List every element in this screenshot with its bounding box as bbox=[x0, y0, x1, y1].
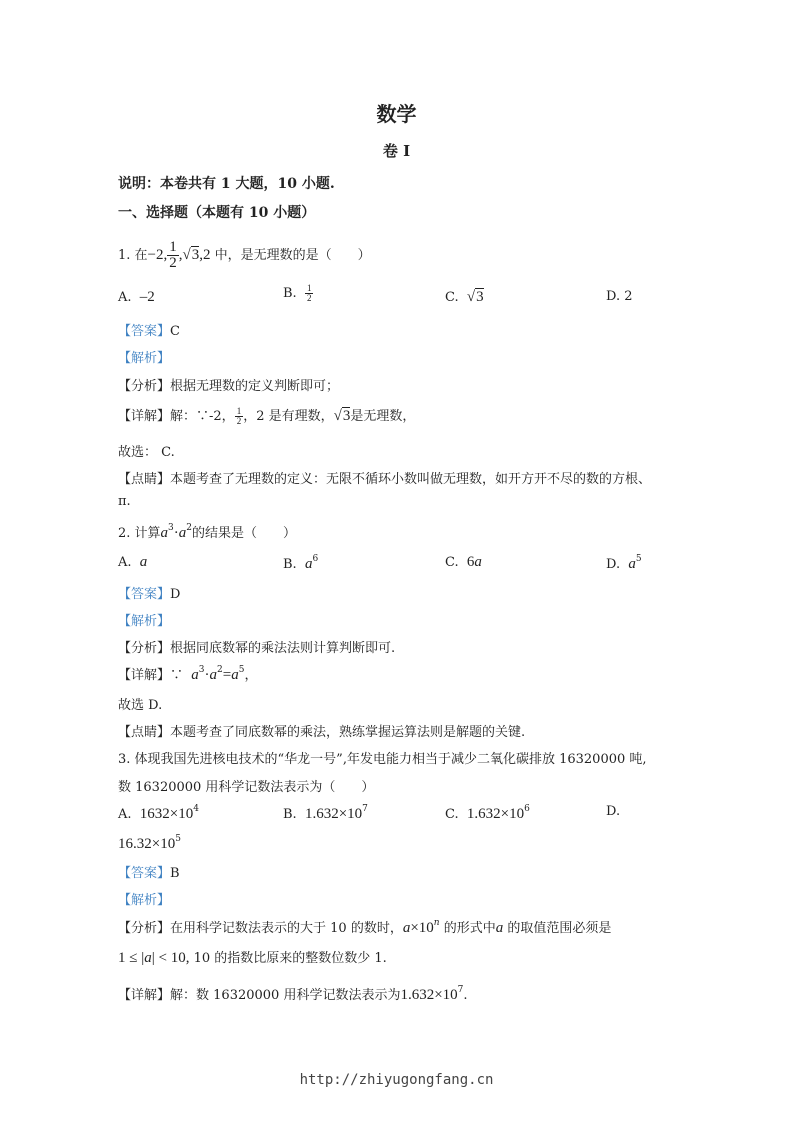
question-1-stem: 1. 在−2, $\frac{1}{2}$ ,√3,2 中，是无理数的是（ ） bbox=[118, 239, 371, 271]
q3-option-d-value: $16.32\times 10^5$ bbox=[118, 834, 181, 852]
q1-analysis-tag: 【解析】 bbox=[118, 351, 171, 366]
q1-choose: 故选： C. bbox=[118, 445, 175, 460]
q3-fenxi-cont: 1 ≤ |a| < 10, 10 的指数比原来的整数位数少 1. bbox=[118, 950, 387, 966]
q2-option-d: D. $a^5$ bbox=[606, 554, 642, 572]
q2-detail: 【详解】∵ $a^3\cdot a^2=a^5$， bbox=[118, 665, 258, 683]
question-2-stem: 2. 计算$a^3\cdot a^2$的结果是（ ） bbox=[118, 523, 297, 541]
q1-option-a: A. –2 bbox=[118, 289, 155, 305]
q3-detail: 【详解】解：数 16320000 用科学记数法表示为$1.632\times 10^7$. bbox=[118, 985, 468, 1003]
q3-analysis-tag: 【解析】 bbox=[118, 893, 171, 908]
q1-dianjing-cont: π. bbox=[118, 494, 131, 509]
q2-dianjing: 【点睛】本题考查了同底数幂的乘法，熟练掌握运算法则是解题的关键. bbox=[118, 725, 526, 740]
q3-option-a: A. $1632\times 10^4$ bbox=[118, 804, 199, 822]
q1-dianjing: 【点睛】本题考查了无理数的定义：无限不循环小数叫做无理数，如开方开不尽的数的方根、 bbox=[118, 472, 652, 487]
q3-option-b: B. $1.632\times 10^7$ bbox=[283, 804, 368, 822]
q3-fenxi: 【分析】在用科学记数法表示的大于 10 的数时，$a\times 10^n$ 的形式中a 的取值范围必须是 bbox=[118, 918, 612, 936]
question-3-stem-line2: 数 16320000 用科学记数法表示为（ ） bbox=[118, 780, 375, 795]
page-title: 数学 bbox=[376, 102, 417, 126]
q1-answer: 【答案】C bbox=[118, 324, 180, 339]
q3-option-c: C. $1.632\times 10^6$ bbox=[445, 804, 530, 822]
q2-answer: 【答案】D bbox=[118, 587, 181, 602]
q1-option-d: D. 2 bbox=[606, 289, 633, 304]
q2-option-a: A. a bbox=[118, 554, 148, 570]
question-3-stem-line1: 3. 体现我国先进核电技术的“华龙一号”,年发电能力相当于减少二氧化碳排放 16320000 吨, bbox=[118, 752, 647, 767]
q3-answer: 【答案】B bbox=[118, 866, 180, 881]
q1-option-b: B. $\frac{1}{2}$ bbox=[283, 283, 312, 303]
q1-fenxi: 【分析】根据无理数的定义判断即可； bbox=[118, 379, 340, 394]
q2-fenxi: 【分析】根据同底数幂的乘法法则计算判断即可. bbox=[118, 641, 396, 656]
footer-url[interactable]: http://zhiyugongfang.cn bbox=[299, 1072, 494, 1088]
q3-option-d: D. bbox=[606, 804, 621, 819]
q1-option-c: C. √3 bbox=[445, 289, 484, 305]
q1-detail: 【详解】解：∵-2， $\frac{1}{2}$ ，2 是有理数，√3是无理数， bbox=[118, 406, 416, 426]
paper-section-title: 卷 I bbox=[382, 142, 411, 160]
section-heading: 一、选择题（本题有 10 小题） bbox=[118, 205, 316, 221]
q2-option-c: C. 6a bbox=[445, 554, 482, 570]
q2-option-b: B. $a^6$ bbox=[283, 554, 319, 572]
q2-analysis-tag: 【解析】 bbox=[118, 614, 171, 629]
q2-choose: 故选 D. bbox=[118, 698, 163, 713]
instructions: 说明：本卷共有 1 大题，10 小题. bbox=[118, 176, 335, 192]
